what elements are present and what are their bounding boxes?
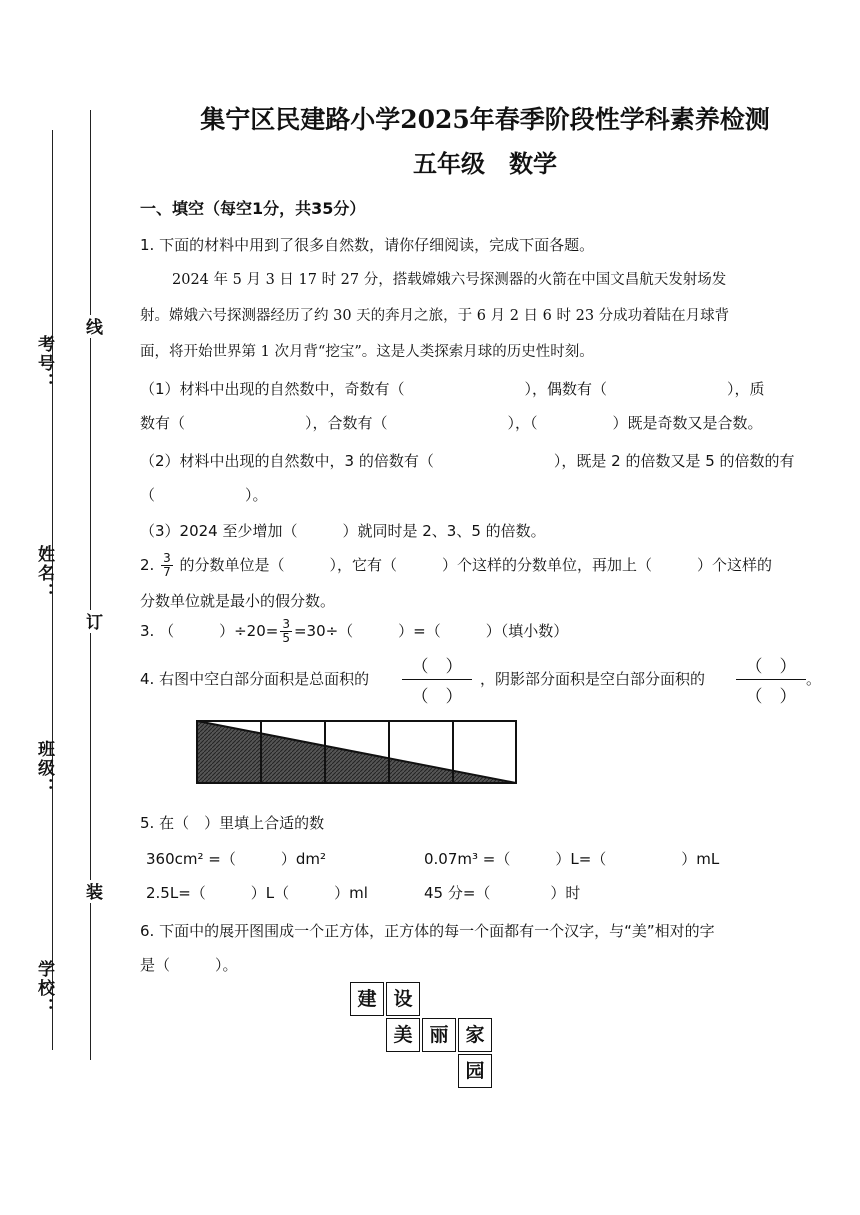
q3-part-2: =30÷（ ）=（ ）（填小数）: [293, 622, 569, 640]
binding-word-bind: 装: [80, 880, 105, 903]
q2-line-1-text: 的分数单位是（ ），它有（ ）个这样的分数单位，再加上（ ）个这样的: [179, 556, 773, 574]
q2-fraction-denominator: 7: [163, 565, 171, 579]
q3-fraction-numerator: 3: [282, 617, 290, 631]
q1-passage-line-3: 面，将开始世界第 1 次月背“挖宝”。这是人类探索月球的历史性时刻。: [140, 344, 594, 360]
name-label: 姓名：: [34, 545, 54, 602]
binding-word-line: 线: [80, 315, 105, 338]
q1-intro: 1. 下面的材料中用到了很多自然数，请你仔细阅读，完成下面各题。: [140, 236, 595, 254]
binding-line-outer: [90, 110, 91, 1060]
q1-passage-line-2: 射。嫦娥六号探测器经历了约 30 天的奔月之旅，于 6 月 2 日 6 时 23 分成功着陆在月球背: [140, 308, 730, 324]
q4-fraction-1: [402, 652, 472, 707]
class-label: 班级：: [34, 740, 54, 797]
q2-fraction-numerator: 3: [163, 551, 171, 565]
binding-word-staple: 订: [80, 610, 105, 633]
q1-part1-line-1: （1）材料中出现的自然数中，奇数有（ ），偶数有（ ），质: [140, 380, 765, 398]
q4-rectangle-figure: [196, 720, 518, 784]
q4-fraction-1-numerator: （ ）: [402, 652, 472, 680]
q6-line-2: 是（ ）。: [140, 956, 238, 974]
q1-part2-line-1: （2）材料中出现的自然数中，3 的倍数有（ ），既是 2 的倍数又是 5 的倍数的有: [140, 452, 795, 470]
q4-fraction-2: [736, 652, 806, 707]
q4-fraction-2-denominator: （ ）: [745, 687, 797, 707]
cube-face-jian: 建: [350, 982, 384, 1016]
cube-face-li: 丽: [422, 1018, 456, 1052]
q1-passage-line-1: 2024 年 5 月 3 日 17 时 27 分，搭载嫦娥六号探测器的火箭在中国文昌航天发射场发: [172, 272, 727, 288]
q4-text-2: ，阴影部分面积是空白部分面积的: [480, 670, 706, 688]
q5-item-a: 360cm² =（ ）dm²: [146, 850, 326, 868]
q5-item-b: 0.07m³ =（ ）L=（ ）mL: [424, 850, 720, 868]
q5-item-c: 2.5L=（ ）L（ ）ml: [146, 884, 368, 902]
q2-number: 2.: [140, 556, 155, 574]
page-title: 集宁区民建路小学2025年春季阶段性学科素养检测: [200, 105, 770, 134]
q4-fraction-1-denominator: （ ）: [411, 687, 463, 707]
section-heading: 一、填空（每空1分，共35分）: [140, 199, 366, 218]
q6-line-1: 6. 下面中的展开图围成一个正方体，正方体的每一个面都有一个汉字，与“美”相对的字: [140, 922, 715, 940]
q1-part1-line-2: 数有（ ），合数有（ ），（ ）既是奇数又是合数。: [140, 414, 763, 432]
cube-face-yuan: 园: [458, 1054, 492, 1088]
q2-line-2: 分数单位就是最小的假分数。: [140, 592, 336, 610]
cube-face-she: 设: [386, 982, 420, 1016]
q3-fraction-denominator: 5: [282, 631, 290, 645]
q1-part2-line-2: （ ）。: [140, 486, 268, 504]
q1-part3: （3）2024 至少增加（ ）就同时是 2、3、5 的倍数。: [140, 522, 546, 540]
exam-number-label: 考号：: [34, 335, 54, 392]
page-subtitle: 五年级 数学: [413, 149, 557, 178]
q5-item-d: 45 分=（ ）时: [424, 884, 581, 902]
q3-line: [140, 618, 568, 645]
school-label: 学校：: [34, 960, 54, 1017]
q5-intro: 5. 在（ ）里填上合适的数: [140, 814, 325, 832]
cube-face-mei: 美: [386, 1018, 420, 1052]
q4-text-end: 。: [806, 670, 822, 688]
cube-face-jia: 家: [458, 1018, 492, 1052]
q3-part-1: 3. （ ）÷20=: [140, 622, 279, 640]
q4-fraction-2-numerator: （ ）: [736, 652, 806, 680]
q2-line-1: [140, 552, 772, 579]
q3-fraction: [280, 618, 292, 645]
q2-fraction: [161, 552, 173, 579]
q4-text-1: 4. 右图中空白部分面积是总面积的: [140, 670, 370, 688]
